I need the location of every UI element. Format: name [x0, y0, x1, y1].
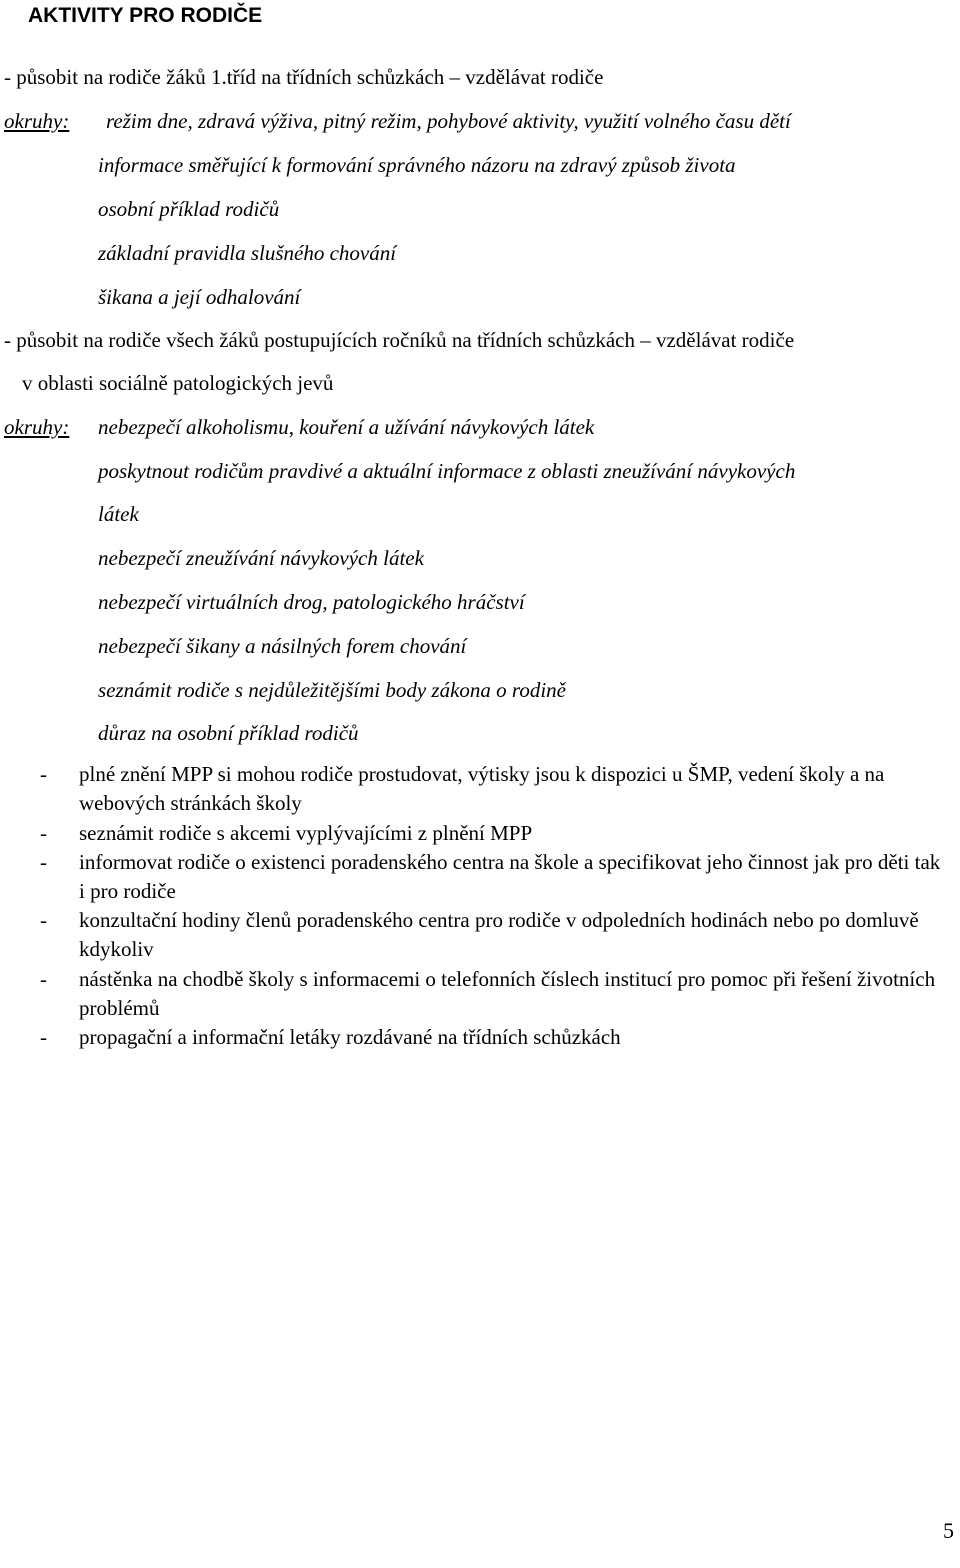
bullet-item: plné znění MPP si mohou rodiče prostudovat, výtisky jsou k dispozici u ŠMP, vedení školy a na webových stránkách školy — [79, 762, 885, 815]
section2-intro-line2: v oblasti sociálně patologických jevů — [22, 371, 334, 395]
bullet-marker: - — [40, 908, 47, 932]
section2-okruhy-label: okruhy: — [4, 415, 70, 439]
bullet-marker: - — [40, 821, 47, 845]
section1-item: režim dne, zdravá výživa, pitný režim, pohybové aktivity, využití volného času dětí — [106, 109, 791, 133]
section2-item: seznámit rodiče s nejdůležitějšími body zákona o rodině — [98, 678, 566, 702]
section2-item: poskytnout rodičům pravdivé a aktuální informace z oblasti zneužívání návykových — [98, 459, 796, 483]
section2-item: nebezpečí virtuálních drog, patologického hráčství — [98, 590, 525, 614]
section2-item: nebezpečí alkoholismu, kouření a užívání návykových látek — [98, 415, 595, 439]
section1-item: základní pravidla slušného chování — [98, 241, 397, 265]
section1-item: šikana a její odhalování — [98, 285, 301, 309]
bullet-marker: - — [40, 1025, 47, 1049]
section2-item: důraz na osobní příklad rodičů — [98, 721, 359, 745]
section2-item: nebezpečí zneužívání návykových látek — [98, 546, 424, 570]
bullet-item: informovat rodiče o existenci poradenského centra na škole a specifikovat jeho činnost jak pro děti tak i pro rodiče — [79, 850, 941, 903]
bullet-item: konzultační hodiny členů poradenského centra pro rodiče v odpoledních hodinách nebo po domluvě kdykoliv — [79, 908, 919, 961]
section2-item: látek — [98, 502, 139, 526]
bullet-marker: - — [40, 967, 47, 991]
section1-item: osobní příklad rodičů — [98, 197, 280, 221]
bullet-item: propagační a informační letáky rozdávané na třídních schůzkách — [79, 1025, 621, 1049]
page-number: 5 — [943, 1518, 954, 1543]
bullet-marker: - — [40, 762, 47, 786]
bullet-marker: - — [40, 850, 47, 874]
section1-item: informace směřující k formování správného názoru na zdravý způsob života — [98, 153, 736, 177]
section1-okruhy-label: okruhy: — [4, 109, 70, 133]
page-heading: AKTIVITY PRO RODIČE — [28, 4, 263, 27]
bullet-item: nástěnka na chodbě školy s informacemi o telefonních číslech institucí pro pomoc při řešení životních problémů — [79, 967, 936, 1020]
section2-item: nebezpečí šikany a násilných forem chování — [98, 634, 467, 658]
section1-intro: - působit na rodiče žáků 1.tříd na třídních schůzkách – vzdělávat rodiče — [4, 65, 604, 89]
bullet-item: seznámit rodiče s akcemi vyplývajícími z plnění MPP — [79, 821, 533, 845]
section2-intro-line1: - působit na rodiče všech žáků postupujících ročníků na třídních schůzkách – vzdělávat rodiče — [4, 328, 795, 352]
